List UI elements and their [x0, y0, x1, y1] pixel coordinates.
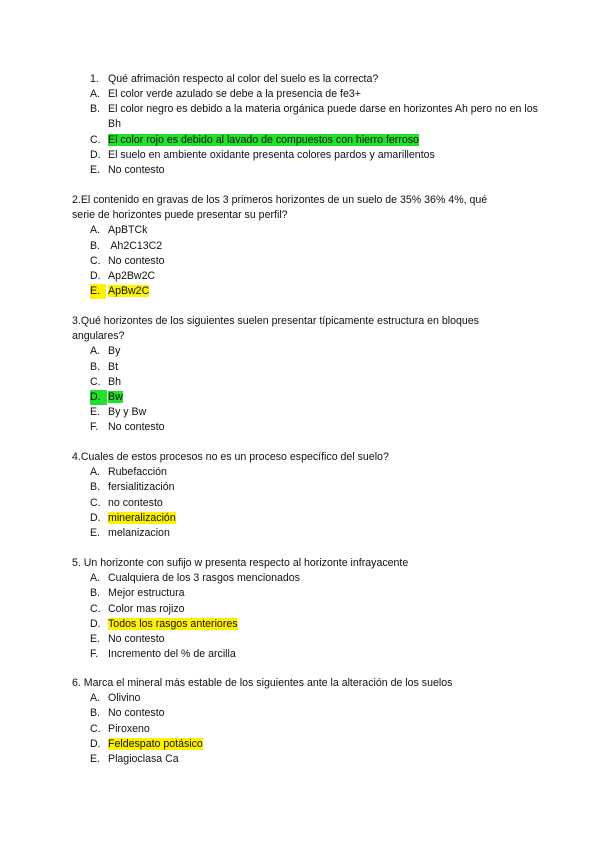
option-letter: A.: [90, 345, 101, 358]
option-letter: F.: [90, 421, 99, 434]
option-text: No contesto: [108, 633, 165, 646]
option-item: [72, 420, 542, 435]
question-1-text: [90, 72, 378, 87]
option-text: No contesto: [108, 254, 165, 267]
option-text: El color verde azulado se debe a la presencia de fe3+: [108, 88, 361, 100]
option-text: By: [108, 345, 121, 358]
option-item: [72, 571, 542, 586]
question-text: Qué afrimación respecto al color del suelo es la correcta?: [108, 73, 379, 85]
option-letter: B.: [90, 707, 101, 720]
question-3: [72, 314, 542, 436]
option-text-highlighted: ApBw2C: [108, 285, 150, 298]
option-letter: C.: [90, 133, 101, 146]
option-item: [72, 496, 542, 511]
option-item: [72, 163, 542, 178]
option-item: [72, 87, 542, 102]
question-4: [72, 450, 542, 541]
option-text-highlighted: Todos los rasgos anteriores: [108, 617, 238, 630]
option-text: fersialitización: [108, 481, 175, 494]
option-item: [72, 133, 542, 148]
option-item: [72, 632, 542, 647]
option-text: By y Bw: [108, 406, 147, 419]
option-letter: A.: [90, 572, 101, 585]
question-text: angulares?: [72, 330, 125, 343]
option-letter: B.: [90, 587, 101, 600]
option-item: [72, 344, 542, 359]
question-5-options: [72, 571, 542, 662]
option-text: El suelo en ambiente oxidante presenta colores pardos y amarillentos: [108, 148, 435, 161]
option-letter: A.: [90, 692, 101, 705]
option-item: [72, 102, 542, 132]
question-4-options: [72, 465, 542, 541]
option-text: Bt: [108, 360, 119, 373]
question-5: [72, 556, 542, 662]
option-letter: A.: [90, 88, 101, 100]
option-item: [72, 752, 542, 767]
option-letter: C.: [90, 722, 101, 735]
option-text-highlighted: Feldespato potásico: [108, 737, 203, 750]
option-text-highlighted: El color rojo es debido al lavado de compuestos con hierro ferroso: [108, 133, 419, 146]
question-6-options: [72, 691, 542, 767]
option-text-highlighted: Bw: [108, 391, 123, 404]
option-text-highlighted: mineralización: [108, 511, 176, 524]
option-letter: C.: [90, 254, 101, 267]
option-letter: E.: [90, 527, 101, 540]
question-2-options: [72, 223, 542, 299]
option-letter: E.: [90, 164, 101, 177]
option-text: no contesto: [108, 496, 163, 509]
question-text: 3.Qué horizontes de los siguientes suelen presentar típicamente estructura en bloques: [72, 315, 479, 327]
option-text: No contesto: [108, 707, 165, 720]
option-item: [72, 647, 542, 662]
option-letter: F.: [90, 648, 99, 661]
option-letter: B.: [90, 239, 101, 252]
option-item: [72, 691, 542, 706]
option-letter: D.: [90, 511, 101, 524]
option-item: [72, 223, 542, 238]
option-text: Mejor estructura: [108, 587, 185, 600]
option-letter: E.: [90, 406, 101, 419]
option-text: Incremento del % de arcilla: [108, 648, 236, 661]
option-item: [72, 375, 542, 390]
option-item: [72, 284, 542, 299]
question-number: 1.: [90, 73, 99, 85]
option-text: Ah2C13C2: [108, 239, 163, 252]
option-letter: D.: [90, 737, 101, 750]
option-text: Plagioclasa Ca: [108, 753, 179, 766]
option-text: No contesto: [108, 164, 165, 177]
option-item: [72, 465, 542, 480]
option-letter: E.: [90, 284, 106, 299]
option-letter: A.: [90, 466, 101, 479]
option-letter: B.: [90, 360, 101, 373]
option-item: [72, 480, 542, 495]
option-text: El color negro es debido a la materia orgánica puede darse en horizontes Ah pero no en los Bh: [108, 103, 538, 131]
option-letter: D.: [90, 270, 101, 283]
option-letter: C.: [90, 496, 101, 509]
question-text: 5. Un horizonte con sufijo w presenta respecto al horizonte infrayacente: [72, 557, 409, 569]
option-item: [72, 269, 542, 284]
option-letter: B.: [90, 103, 101, 116]
option-text: No contesto: [108, 421, 165, 434]
option-letter: A.: [90, 224, 101, 237]
option-item: [72, 511, 542, 526]
option-item: [72, 405, 542, 420]
option-text: Bh: [108, 375, 121, 388]
option-text: Ap2Bw2C: [108, 270, 156, 283]
option-item: [72, 706, 542, 721]
question-2: [72, 193, 542, 299]
option-text: Color mas rojizo: [108, 602, 185, 615]
option-text: Olivino: [108, 692, 141, 705]
option-letter: D.: [90, 148, 101, 161]
option-letter: E.: [90, 753, 101, 766]
option-item: [72, 390, 542, 405]
option-letter: C.: [90, 602, 101, 615]
question-3-options: [72, 344, 542, 435]
option-item: [72, 722, 542, 737]
option-item: [72, 586, 542, 601]
option-letter: D.: [90, 390, 107, 405]
option-text: melanizacion: [108, 527, 170, 540]
question-text: serie de horizontes puede presentar su perfil?: [72, 209, 288, 222]
option-item: [72, 148, 542, 163]
option-text: Piroxeno: [108, 722, 150, 735]
option-letter: D.: [90, 617, 101, 630]
option-item: [72, 254, 542, 269]
question-1-options: [72, 87, 542, 178]
option-item: [72, 239, 542, 254]
option-item: [72, 602, 542, 617]
question-text: 2.El contenido en gravas de los 3 primeros horizontes de un suelo de 35% 36% 4%, qué: [72, 194, 488, 206]
option-text: Rubefacción: [108, 466, 167, 479]
option-letter: C.: [90, 375, 101, 388]
question-text: 4.Cuales de estos procesos no es un proceso específico del suelo?: [72, 451, 389, 463]
option-letter: E.: [90, 633, 101, 646]
option-text: Cualquiera de los 3 rasgos mencionados: [108, 572, 300, 585]
option-item: [72, 737, 542, 752]
option-item: [72, 617, 542, 632]
question-text: 6. Marca el mineral más estable de los siguientes ante la alteración de los suelos: [72, 677, 453, 689]
option-text: ApBTCk: [108, 224, 148, 237]
option-item: [72, 360, 542, 375]
option-letter: B.: [90, 481, 101, 494]
option-item: [72, 526, 542, 541]
question-6: [72, 676, 542, 767]
